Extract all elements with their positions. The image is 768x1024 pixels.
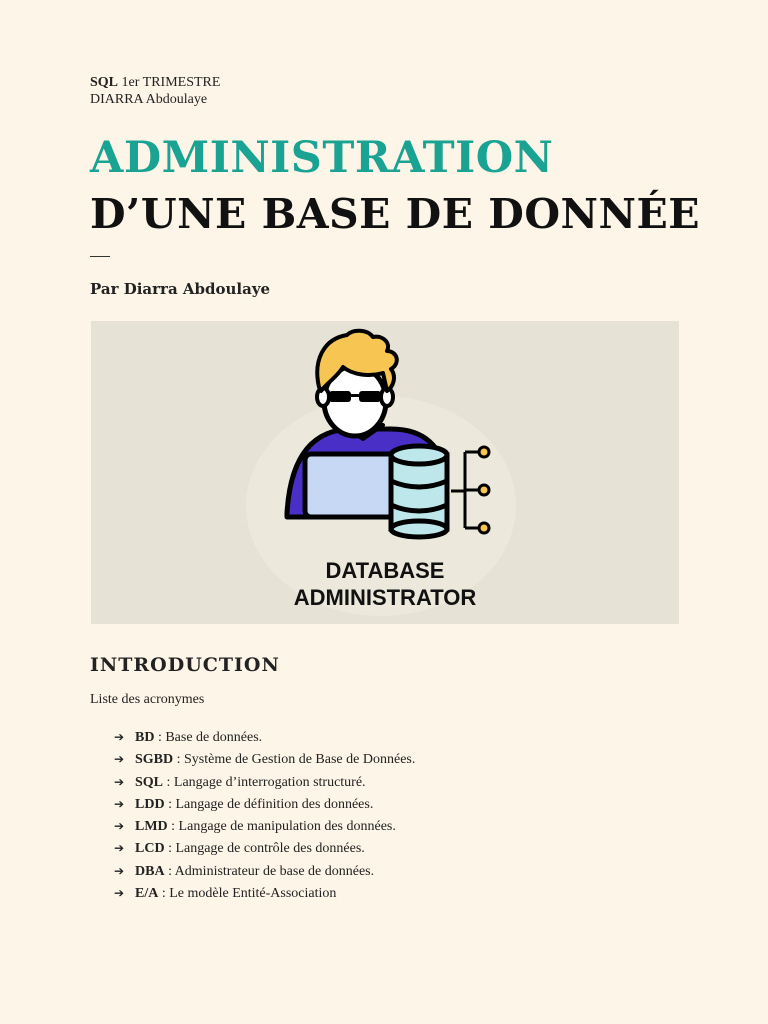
arrow-right-icon: ➔: [114, 886, 125, 901]
arrow-right-icon: ➔: [114, 796, 125, 811]
acronym-abbr: LCD: [135, 841, 165, 857]
course-line: [90, 74, 220, 91]
acronym-list: [114, 726, 415, 904]
acronym-description: : Langage d’interrogation structuré.: [163, 774, 366, 790]
acronym-item: [114, 726, 415, 748]
document-meta: [90, 74, 220, 108]
course-term: 1er TRIMESTRE: [121, 75, 221, 90]
acronym-item: [114, 882, 415, 904]
acronym-description: : Langage de définition des données.: [164, 796, 374, 812]
acronym-abbr: SQL: [135, 774, 164, 790]
acronym-description: : Langage de contrôle des données.: [164, 841, 365, 857]
acronym-item: [114, 860, 415, 882]
dba-illustration: [91, 321, 679, 624]
database-icon: [391, 446, 447, 537]
course-code: SQL: [90, 75, 119, 90]
acronym-item: [114, 771, 415, 793]
laptop-screen: [305, 454, 395, 517]
introduction-heading: INTRODUCTION: [90, 654, 280, 676]
acronym-description: : Base de données.: [154, 730, 263, 745]
figure-caption-line-2: ADMINISTRATOR: [293, 585, 477, 610]
acronyms-subheading: Liste des acronymes: [90, 692, 205, 707]
arrow-right-icon: ➔: [114, 841, 125, 856]
author-line: DIARRA Abdoulaye: [90, 92, 208, 107]
arrow-right-icon: ➔: [114, 863, 125, 878]
acronym-abbr: DBA: [135, 863, 165, 879]
acronym-abbr: LDD: [135, 796, 165, 812]
acronym-description: : Le modèle Entité-Association: [158, 886, 337, 902]
arrow-right-icon: ➔: [114, 819, 125, 834]
title-line-2: D’UNE BASE DE DONNÉE: [90, 190, 700, 238]
byline: Par Diarra Abdoulaye: [90, 280, 271, 298]
acronym-abbr: BD: [135, 730, 155, 745]
arrow-right-icon: ➔: [114, 752, 125, 767]
acronym-abbr: LMD: [135, 819, 168, 835]
figure-caption-line-1: DATABASE: [325, 558, 445, 583]
acronym-item: [114, 748, 415, 770]
title-divider: [90, 256, 110, 257]
acronym-abbr: SGBD: [135, 752, 174, 768]
acronym-abbr: E/A: [135, 886, 159, 902]
acronym-description: : Administrateur de base de données.: [164, 863, 375, 879]
acronym-description: : Système de Gestion de Base de Données.: [173, 752, 416, 768]
arrow-right-icon: ➔: [114, 774, 125, 789]
acronym-description: : Langage de manipulation des données.: [167, 819, 396, 835]
acronym-item: [114, 815, 415, 837]
arrow-right-icon: ➔: [114, 730, 125, 744]
acronym-item: [114, 793, 415, 815]
acronym-item: [114, 837, 415, 859]
title-line-1: ADMINISTRATION: [90, 133, 554, 183]
